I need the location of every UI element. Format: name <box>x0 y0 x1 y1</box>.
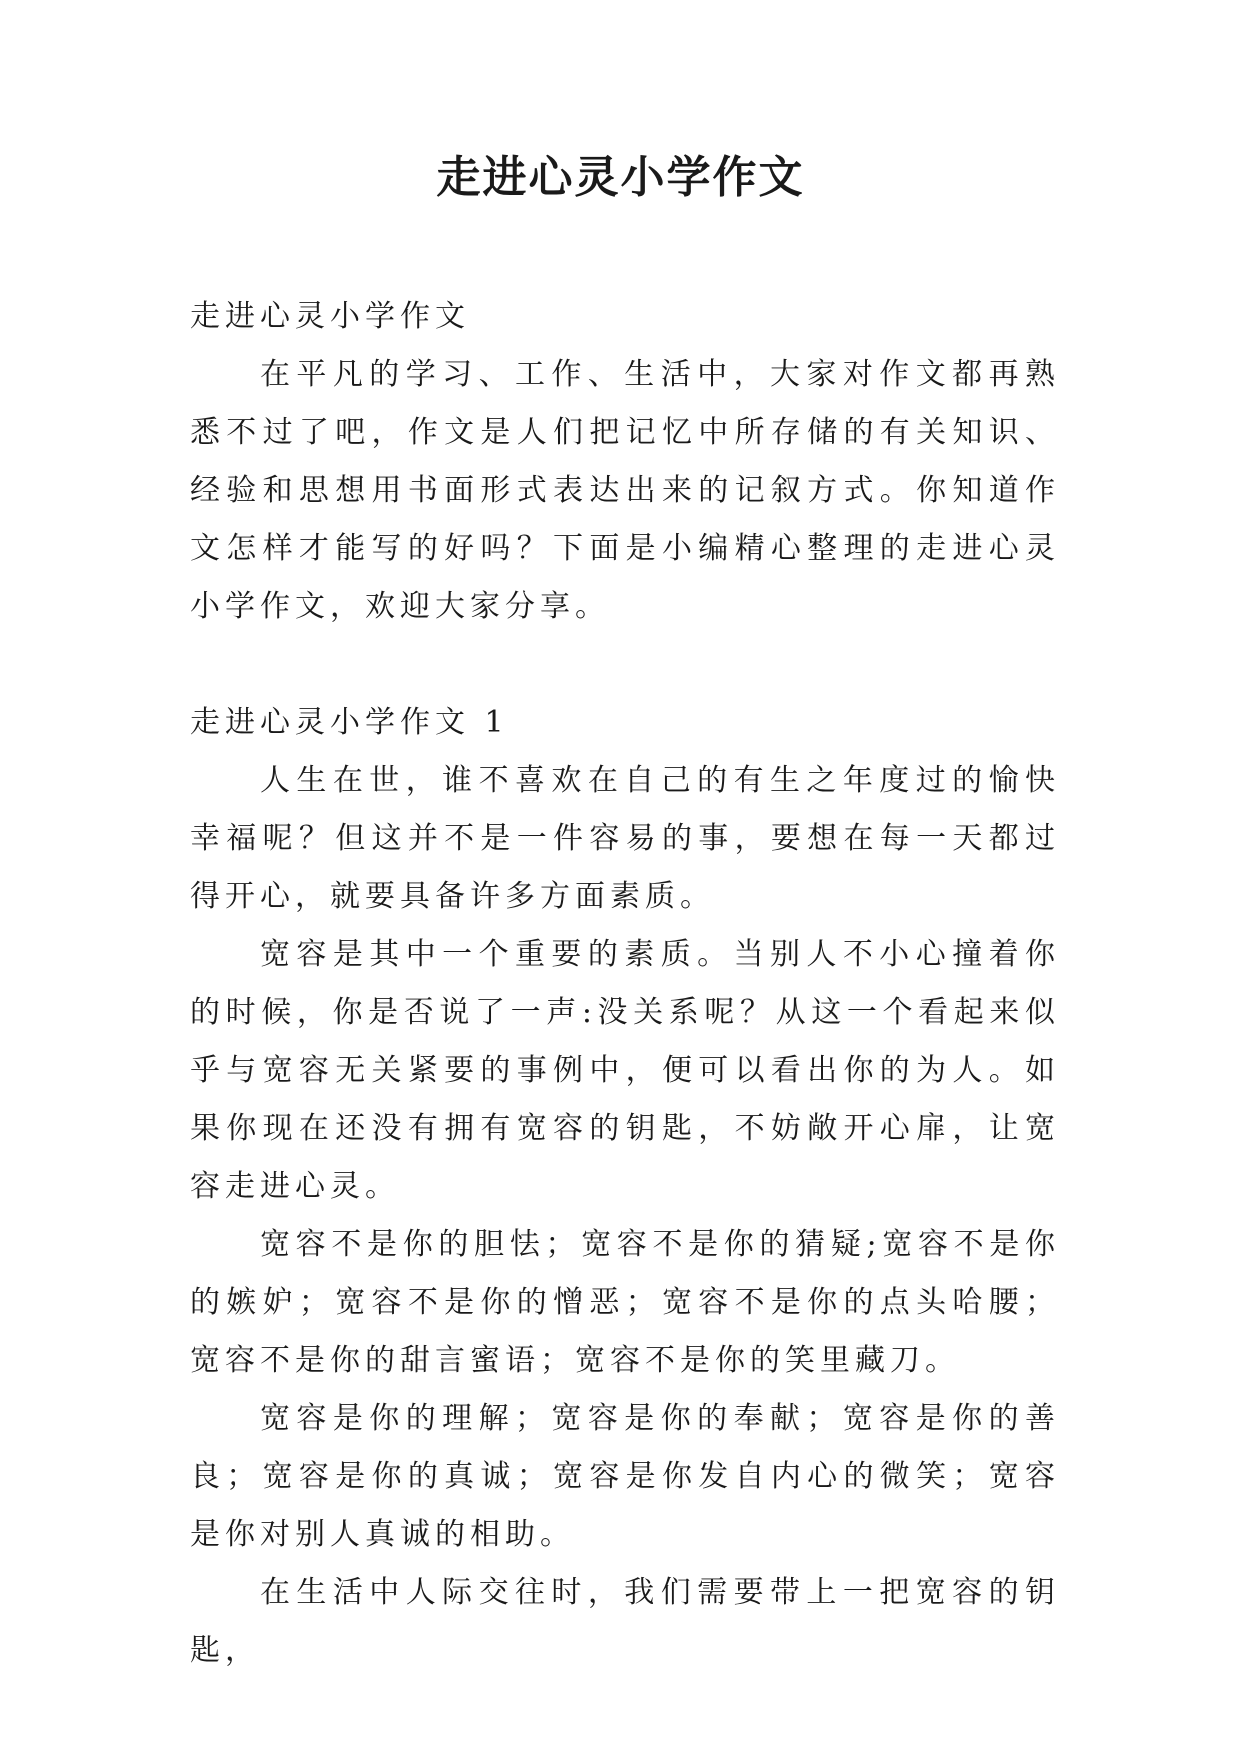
body-paragraph: 宽容是其中一个重要的素质。当别人不小心撞着你的时候，你是否说了一声:没关系呢？从这一个看起来似乎与宽容无关紧要的事例中，便可以看出你的为人。如果你现在还没有拥有宽容的钥匙，不妨敞开心扉，让宽容走进心灵。 <box>190 937 1060 1204</box>
document-title: 走进心灵小学作文 <box>436 152 805 203</box>
intro-paragraph: 在平凡的学习、工作、生活中，大家对作文都再熟悉不过了吧，作文是人们把记忆中所存储的有关知识、经验和思想用书面形式表达出来的记叙方式。你知道作文怎样才能写的好吗？下面是小编精心整理的走进心灵小学作文，欢迎大家分享。 <box>190 357 1060 624</box>
intro-heading: 走进心灵小学作文 <box>190 299 470 334</box>
document-body <box>190 288 1060 1680</box>
body-paragraph: 在生活中人际交往时，我们需要带上一把宽容的钥匙， <box>190 1575 1060 1668</box>
body-paragraph: 宽容是你的理解；宽容是你的奉献；宽容是你的善良；宽容是你的真诚；宽容是你发自内心的微笑；宽容是你对别人真诚的相助。 <box>190 1401 1060 1552</box>
body-paragraph: 宽容不是你的胆怯；宽容不是你的猜疑;宽容不是你的嫉妒；宽容不是你的憎恶；宽容不是你的点头哈腰；宽容不是你的甜言蜜语；宽容不是你的笑里藏刀。 <box>190 1227 1060 1378</box>
section-spacer <box>190 636 1060 694</box>
body-paragraph: 人生在世，谁不喜欢在自己的有生之年度过的愉快幸福呢？但这并不是一件容易的事，要想在每一天都过得开心，就要具备许多方面素质。 <box>190 763 1060 914</box>
section-heading: 走进心灵小学作文 1 <box>190 705 509 740</box>
